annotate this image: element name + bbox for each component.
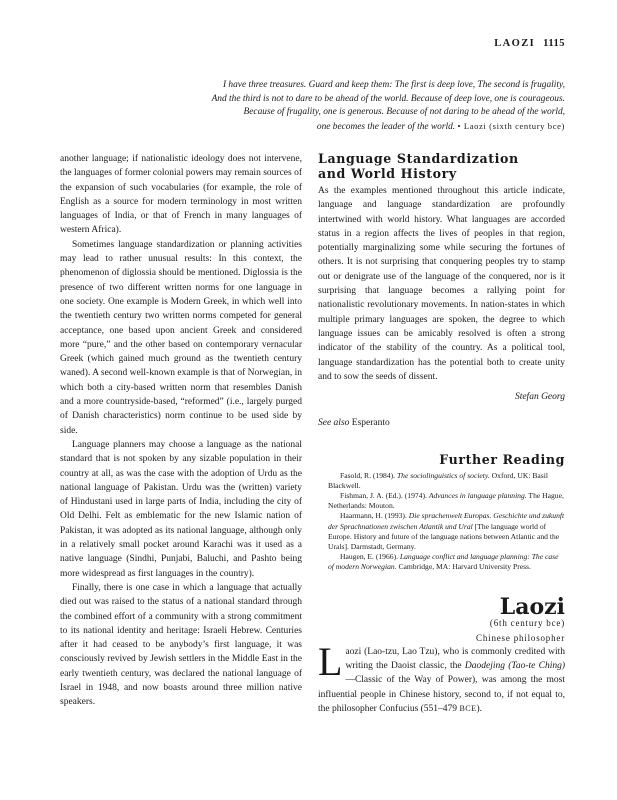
reference-item: Haarmann, H. (1993). Die sprachenwelt Europas. Geschichte und zukunft der Sprachnationen zwischen Atlantik und Ural [The language world of Europe. History and future of the language nations between Atlantic and the Urals]. Darmstadt, Germany. (328, 511, 565, 551)
left-column (60, 152, 302, 710)
right-column (318, 152, 565, 716)
see-also-link[interactable]: Esperanto (351, 418, 390, 429)
section-heading-line: Language Standardization (318, 151, 519, 166)
epigraph (105, 79, 565, 134)
body-paragraph: Language planners may choose a language as the national standard that is not spoken by any sizable population in their country at all, as was the case with the adoption of Urdu as the national language of Pakistan. Urdu was the (written) variety of Hindustani used in large parts of India, including the city of Old Delhi. Felt as emblematic for the new Islamic nation of Pakistan, it was adopted as its national language, although only in a relatively small pocket around Karachi was it used as a native language (Sindhi, Punjabi, Baluchi, and Pashto being more widespread as first languages in the country). (60, 439, 302, 579)
epigraph-line: And the third is not to dare to be ahead of the world. Because of deep love, one is courageous. (211, 93, 565, 104)
see-also-label: See also (318, 418, 350, 429)
reference-item: Fishman, J. A. (Ed.). (1974). Advances in language planning. The Hague, Netherlands: Mouton. (328, 491, 564, 511)
epigraph-line: Because of frugality, one is generous. Because of not daring to be ahead of the world, (243, 107, 565, 118)
reference-item: Haugen, E. (1966). Language conflict and language planning: The case of modern Norwegian. Cambridge, MA: Harvard University Press. (328, 551, 559, 571)
further-reading-heading: Further Reading (439, 451, 565, 467)
entry-paragraph: Laozi (Lao-tzu, Lao Tzu), who is commonly credited with writing the Daoist classic, the Daodejing (Tao-te Ching)—Classic of the Way of Power), was among the most influential people in Chinese history, second to, if not equal to, the philosopher Confucius (551–479 BCE). (318, 638, 565, 715)
running-head (494, 38, 565, 49)
epigraph-attribution: • Laozi (sixth century bce) (457, 120, 565, 131)
epigraph-line: I have three treasures. Guard and keep them: The first is deep love, The second is frugality, (222, 80, 565, 90)
body-paragraph: another language; if nationalistic ideology does not intervene, the languages of former colonial powers may remain sources of the expansion of such vocabularies (for example, the role of English as a source for modern terminology in most written languages of India, or that of French in many languages of western Africa). (60, 154, 302, 236)
body-paragraph: Finally, there is one case in which a language that actually died out was raised to the status of a national standard through the combined effort of a community with a strong commitment to its national identity and heritage: Israeli Hebrew. Centuries after it had ceased to be anybody’s first language, it was consciously revived by Jewish settlers in the Middle East in the early twentieth century, was declared the national language of Israel in 1948, and now boasts around three million native speakers. (60, 582, 302, 708)
author-signature: Stefan Georg (514, 392, 565, 403)
running-head-title: LAOZI (494, 38, 536, 49)
entry-title: Laozi (499, 593, 565, 620)
section-paragraph: As the examples mentioned throughout this article indicate, language and language standardization are profoundly intertwined with world history. What languages are accorded status in a region affects the lives of peoples in that region, potentially marginalizing some while securing the fortunes of others. It is not surprising that conquering peoples try to stamp out or denigrate use of the language of the conquered, nor is it surprising that language becomes a rallying point for nationalistic revolutionary movements. In nation-states in which multiple primary languages are spoken, the degree to which language issues can be amicably resolved is often a strong indicator of the stability of the country. As a political tool, language standardization has the potential both to create unity and to sow the seeds of dissent. (318, 186, 565, 382)
reference-list (318, 471, 565, 572)
epigraph-line-text: one becomes the leader of the world. (316, 121, 456, 132)
epigraph-line (105, 120, 565, 135)
entry-dates: (6th century bce) (489, 618, 565, 629)
drop-cap: L (318, 638, 343, 684)
entry-role: Chinese philosopher (476, 632, 565, 643)
page-number: 1115 (543, 38, 565, 49)
body-paragraph: Sometimes language standardization or planning activities may lead to rather unusual results: In this context, the phenomenon of diglossia should be mentioned. Diglossia is the presence of two different written norms for one language in one society. One example is Modern Greek, in which well into the twentieth century two written norms competed for general acceptance, one based upon ancient Greek and considered more “pure,” and the other based on contemporary vernacular Greek (which gained much ground as the twentieth century waned). A second well-known example is that of Norwegian, in which both a city-based written norm that resembles Danish and a more countryside-based, “reformed” (i.e., largely purged of Danish characteristics) norm continue to be used side by side. (60, 239, 302, 436)
section-heading (318, 152, 565, 181)
section-heading-line: and World History (318, 165, 457, 181)
reference-item: Fasold, R. (1984). The sociolinguistics of society. Oxford, UK: Basil Blackwell. (328, 471, 548, 491)
see-also (318, 416, 565, 430)
